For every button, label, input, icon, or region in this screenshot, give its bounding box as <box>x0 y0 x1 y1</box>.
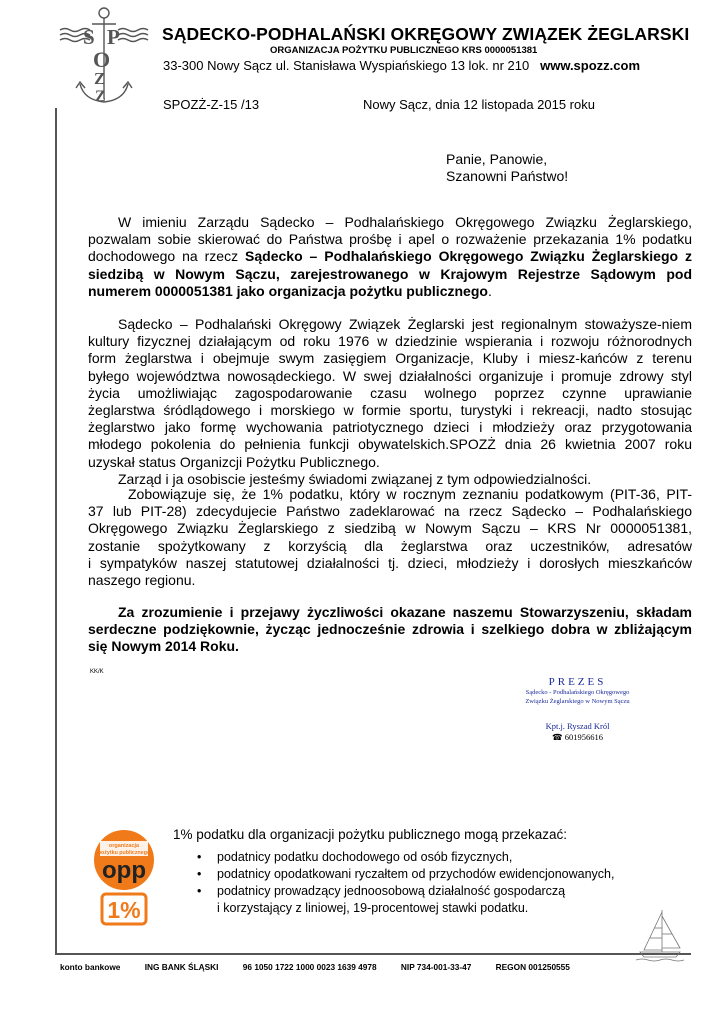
signature-title: PREZES <box>548 676 607 688</box>
initials: KK/K <box>90 669 104 675</box>
p1-line-3 <box>88 248 692 265</box>
list-item-text: podatnicy prowadzący jednoosobową działalność gospodarczą <box>217 884 566 898</box>
p4-line-1: Zobowiązuje się, że 1% podatku, który w rocznym zeznaniu podatkowym (PIT-36, PIT- <box>128 486 692 502</box>
logo-letter-o: O <box>93 47 111 72</box>
paragraph-4 <box>88 486 692 589</box>
logo-letter-p: P <box>107 25 120 49</box>
signature-name: Kpt.j. Ryszad Król <box>545 721 610 731</box>
footer-account-label: konto bankowe <box>60 962 121 972</box>
greeting-line-1: Panie, Panowie, <box>446 151 548 167</box>
org-status: ORGANIZACJA POŻYTKU PUBLICZNEGO KRS 0000051381 <box>270 45 538 56</box>
reference-number: SPOZŻ-Z-15 /13 <box>163 97 260 112</box>
frame-left-border <box>55 108 57 954</box>
phone-icon: ☎ <box>552 732 563 742</box>
bullet-icon: • <box>197 850 202 864</box>
opp-percent: 1% <box>107 897 141 923</box>
p4-line-6: naszego regionu. <box>88 572 196 589</box>
website-link[interactable]: www.spozz.com <box>540 58 641 73</box>
p4-line-5: i sympatyków naszej statutowej działalności tj. dzieci, młodzieży i dorosłych mieszkańców <box>88 554 692 571</box>
list-item <box>197 883 614 900</box>
p1-line-2: pozwalam sobie skierować do Państwa prośbę i apel o rozważenie przekazania 1% podatku <box>88 231 692 248</box>
spozz-logo <box>58 4 150 110</box>
footer-nip: NIP 734-001-33-47 <box>400 962 472 972</box>
sailboat-icon <box>634 908 686 963</box>
p5-line-3: się Nowym 2014 Roku. <box>88 638 239 655</box>
signature-org-line-1: Sądecko - Podhalańskiego Okręgowego <box>525 689 630 696</box>
logo-letter-s: S <box>83 25 95 49</box>
paragraph-2 <box>88 316 692 488</box>
p1-line-5a: numerem 0000051381 jako organizacja pożytku publicznego <box>88 282 488 299</box>
p3-line: Zarząd i ja osobiscie jesteśmy świadomi związanej z tym odpowiedzialności. <box>118 470 592 487</box>
logo-letter-z2: Z <box>95 88 106 105</box>
signature-org <box>495 689 660 706</box>
footer-regon: REGON 001250555 <box>495 962 570 972</box>
p2-line-2: kultury fizycznej działającym od roku 1976 w dziedzinie wspierania i rozwoju różnorodnych <box>88 333 692 350</box>
p1-line-1: W imieniu Zarządu Sądecko – Podhalańskiego Okręgowego Związku Żeglarskiego, <box>118 214 692 230</box>
one-percent-list <box>197 849 614 917</box>
p1-line-3a: dochodowego na rzecz <box>88 248 239 265</box>
frame-bottom-border <box>55 953 691 955</box>
greeting-line-2: Szanowni Państwo! <box>446 168 569 184</box>
p2-line-9: uzyskał status Organizcji Pożytku Publicznego. <box>88 453 380 470</box>
paragraph-5 <box>88 604 692 656</box>
bullet-icon: • <box>197 867 202 881</box>
paragraph-1 <box>88 214 692 300</box>
list-item <box>197 849 614 866</box>
list-item-text: podatnicy opodatkowani ryczałtem od przychodów ewidencjonowanych, <box>217 867 615 881</box>
opp-mark: opp <box>102 857 146 884</box>
p2-line-8: młodego pokolenia do pełnienia funkcji obywatelskich.SPOZŻ dnia 26 kwietnia 2007 roku <box>88 436 692 453</box>
footer-bank-name: ING BANK ŚLĄSKI <box>144 962 219 972</box>
org-name: SĄDECKO-PODHALAŃSKI OKRĘGOWY ZWIĄZEK ŻEGLARSKI <box>162 24 690 44</box>
p1-line-4: siedzibą w Nowym Sączu, zarejestrowanego w Krajowym Rejestrze Sądowym pod <box>88 265 692 282</box>
logo-letter-z1: Z <box>94 69 106 88</box>
org-address <box>163 58 640 73</box>
date-line: Nowy Sącz, dnia 12 listopada 2015 roku <box>363 97 595 112</box>
p2-line-4: byłego województwa nowosądeckiego. W swej działalności organizuje i promuje zdrowy styl <box>88 367 692 384</box>
address-text: 33-300 Nowy Sącz ul. Stanisława Wyspiańskiego 13 lok. nr 210 <box>163 58 530 73</box>
p2-line-7: żeglarstwo jako formę wychowania patriotycznego dzieci i młodzieży oraz przygotowania <box>88 419 692 436</box>
p4-line-2: 37 lub PIT-28) zdecydujecie Państwo zadeklarować na rzecz Sądecko – Podhalańskiego <box>88 503 692 520</box>
list-item-text: podatnicy podatku dochodowego od osób fizycznych, <box>217 850 513 864</box>
bullet-icon: • <box>197 884 202 898</box>
opp-tag-line-1: organizacja <box>108 843 140 849</box>
p5-line-2: serdeczne podziękownie, życząc jednocześnie zdrowia i szelkiego dobra w zbliżającym <box>88 621 692 638</box>
opp-tag-line-2: pożytku publicznego <box>97 850 151 856</box>
footer-bank-info <box>60 962 592 972</box>
p1-line-5 <box>88 283 692 300</box>
p4-line-4: zostanie spożytkowany z korzyścią dla żeglarstwa oraz uczestników, adresatów <box>88 537 692 554</box>
list-item <box>197 866 614 883</box>
p4-line-3: Okręgowego Związku Żeglarskiego z siedzibą w Nowym Sączu – KRS Nr 0000051381, <box>88 520 692 537</box>
p2-line-1: Sądecko – Podhalański Okręgowy Związek Żeglarski jest regionalnym stoważysze-niem <box>118 316 692 332</box>
footer-account-number: 96 1050 1722 1000 0023 1639 4978 <box>242 962 377 972</box>
signature-org-line-2: Związku Żeglarskiego w Nowym Sączu <box>525 697 630 705</box>
list-item-continuation: i korzystający z liniowej, 19-procentowej stawki podatku. <box>217 901 529 915</box>
signature-phone-number: 601956616 <box>564 732 603 742</box>
p2-line-5: życia umożliwiając zagospodarowanie czasu wolnego poprzez czynne uprawianie <box>88 384 692 401</box>
p2-line-3: form żeglarstwa i obejmuje swym zasięgiem Organizacje, Kluby i miesz-kańców z terenu <box>88 350 692 367</box>
signature-phone <box>515 732 640 743</box>
one-percent-title: 1% podatku dla organizacji pożytku publicznego mogą przekazać: <box>173 827 567 842</box>
p5-line-1: Za zrozumienie i przejawy życzliwości okazane naszemu Stowarzyszeniu, składam <box>118 604 692 620</box>
p2-line-6: żeglarstwa śródlądowego i morskiego w formie sportu, turystyki i rekreacji, nadto stosując <box>88 402 692 419</box>
p1-line-3b: Sądecko – Podhalańskiego Okręgowego Związku Żeglarskiego z <box>245 248 692 265</box>
p1-line-5b: . <box>487 282 492 299</box>
opp-logo <box>92 828 156 928</box>
